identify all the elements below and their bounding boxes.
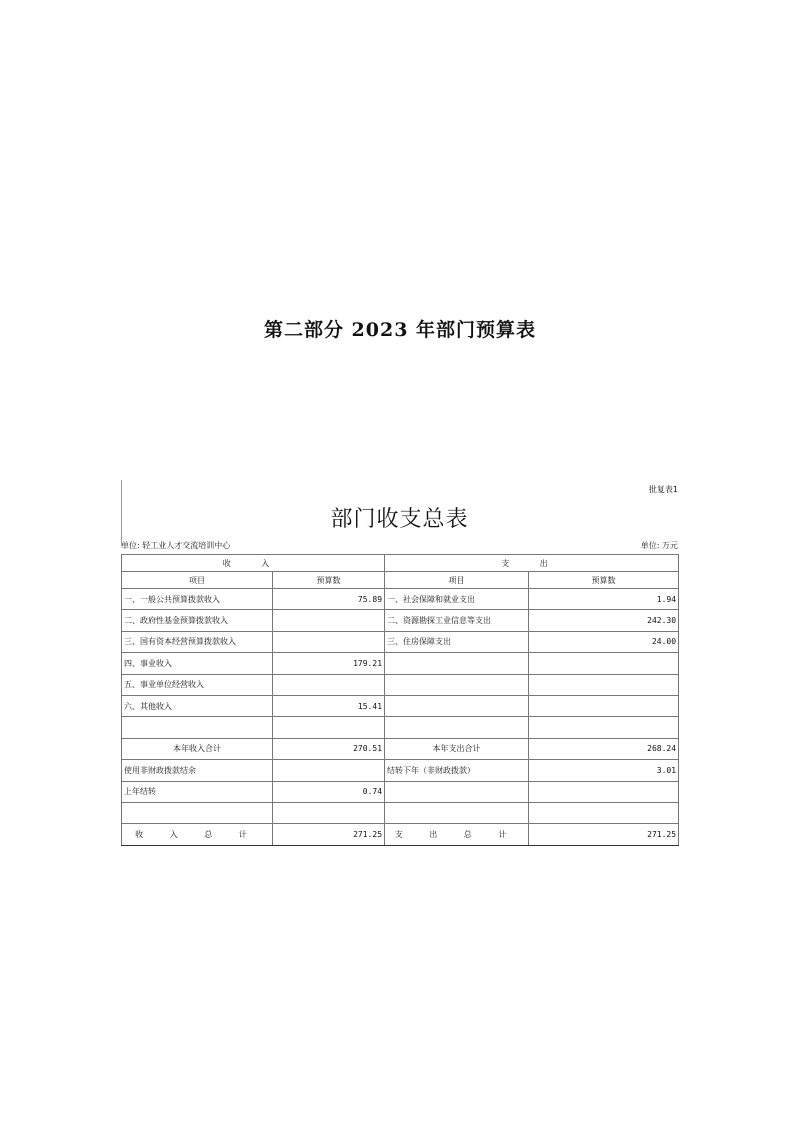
expense-amount: 1.94 bbox=[529, 589, 679, 610]
expense-item: 二、资源勘探工业信息等支出 bbox=[385, 610, 529, 631]
form-code: 批复表1 bbox=[648, 485, 678, 494]
section-expense: 支 出 bbox=[385, 555, 679, 572]
header-amount: 预算数 bbox=[529, 572, 679, 589]
subtotal-row bbox=[122, 738, 679, 759]
part-title: 第二部分 2023 年部门预算表 bbox=[263, 319, 537, 341]
income-amount: 15.41 bbox=[273, 695, 385, 716]
expense-subtotal-value: 268.24 bbox=[529, 738, 679, 759]
unit-org: 单位: 轻工业人才交流培训中心 bbox=[121, 541, 231, 550]
expense-amount bbox=[529, 653, 679, 674]
expense-amount bbox=[529, 781, 679, 802]
header-item: 项目 bbox=[385, 572, 529, 589]
header-item: 项目 bbox=[122, 572, 273, 589]
income-amount bbox=[273, 631, 385, 652]
expense-item bbox=[385, 717, 529, 738]
income-amount: 0.74 bbox=[273, 781, 385, 802]
table-row bbox=[122, 610, 679, 631]
unit-currency: 单位: 万元 bbox=[640, 541, 678, 550]
expense-amount: 24.00 bbox=[529, 631, 679, 652]
expense-amount bbox=[529, 695, 679, 716]
expense-item bbox=[385, 674, 529, 695]
income-item: 上年结转 bbox=[122, 781, 273, 802]
table-row bbox=[122, 695, 679, 716]
income-item: 一、一般公共预算拨款收入 bbox=[122, 589, 273, 610]
income-expense-table bbox=[121, 554, 679, 846]
income-item bbox=[122, 717, 273, 738]
income-item: 二、政府性基金预算拨款收入 bbox=[122, 610, 273, 631]
income-item: 使用非财政拨款结余 bbox=[122, 760, 273, 781]
expense-item: 一、社会保障和就业支出 bbox=[385, 589, 529, 610]
income-amount bbox=[273, 717, 385, 738]
table-row bbox=[122, 760, 679, 781]
income-subtotal-label: 本年收入合计 bbox=[122, 738, 273, 759]
total-row bbox=[122, 824, 679, 845]
income-item: 五、事业单位经营收入 bbox=[122, 674, 273, 695]
income-amount: 179.21 bbox=[273, 653, 385, 674]
table-row bbox=[122, 717, 679, 738]
expense-total-value: 271.25 bbox=[529, 824, 679, 845]
income-item: 四、事业收入 bbox=[122, 653, 273, 674]
expense-amount bbox=[529, 674, 679, 695]
expense-subtotal-label: 本年支出合计 bbox=[385, 738, 529, 759]
table-row bbox=[122, 781, 679, 802]
table-row bbox=[122, 589, 679, 610]
expense-amount bbox=[529, 802, 679, 823]
expense-item bbox=[385, 653, 529, 674]
income-item bbox=[122, 802, 273, 823]
income-subtotal-value: 270.51 bbox=[273, 738, 385, 759]
expense-item: 结转下年（非财政拨款） bbox=[385, 760, 529, 781]
column-header-row bbox=[122, 572, 679, 589]
expense-amount bbox=[529, 717, 679, 738]
income-amount: 75.89 bbox=[273, 589, 385, 610]
income-item: 三、国有资本经营预算拨款收入 bbox=[122, 631, 273, 652]
table-row bbox=[122, 631, 679, 652]
expense-item: 三、住房保障支出 bbox=[385, 631, 529, 652]
income-total-label: 收 入 总 计 bbox=[122, 824, 273, 845]
expense-amount: 3.01 bbox=[529, 760, 679, 781]
expense-item bbox=[385, 781, 529, 802]
income-amount bbox=[273, 760, 385, 781]
income-total-value: 271.25 bbox=[273, 824, 385, 845]
income-amount bbox=[273, 674, 385, 695]
income-amount bbox=[273, 802, 385, 823]
header-amount: 预算数 bbox=[273, 572, 385, 589]
income-item: 六、其他收入 bbox=[122, 695, 273, 716]
table-row bbox=[122, 802, 679, 823]
section-income: 收 入 bbox=[122, 555, 385, 572]
table-row bbox=[122, 674, 679, 695]
expense-total-label: 支 出 总 计 bbox=[385, 824, 529, 845]
expense-item bbox=[385, 802, 529, 823]
expense-item bbox=[385, 695, 529, 716]
section-header-row bbox=[122, 555, 679, 572]
table-title: 部门收支总表 bbox=[330, 507, 469, 532]
table-row bbox=[122, 653, 679, 674]
expense-amount: 242.30 bbox=[529, 610, 679, 631]
income-amount bbox=[273, 610, 385, 631]
